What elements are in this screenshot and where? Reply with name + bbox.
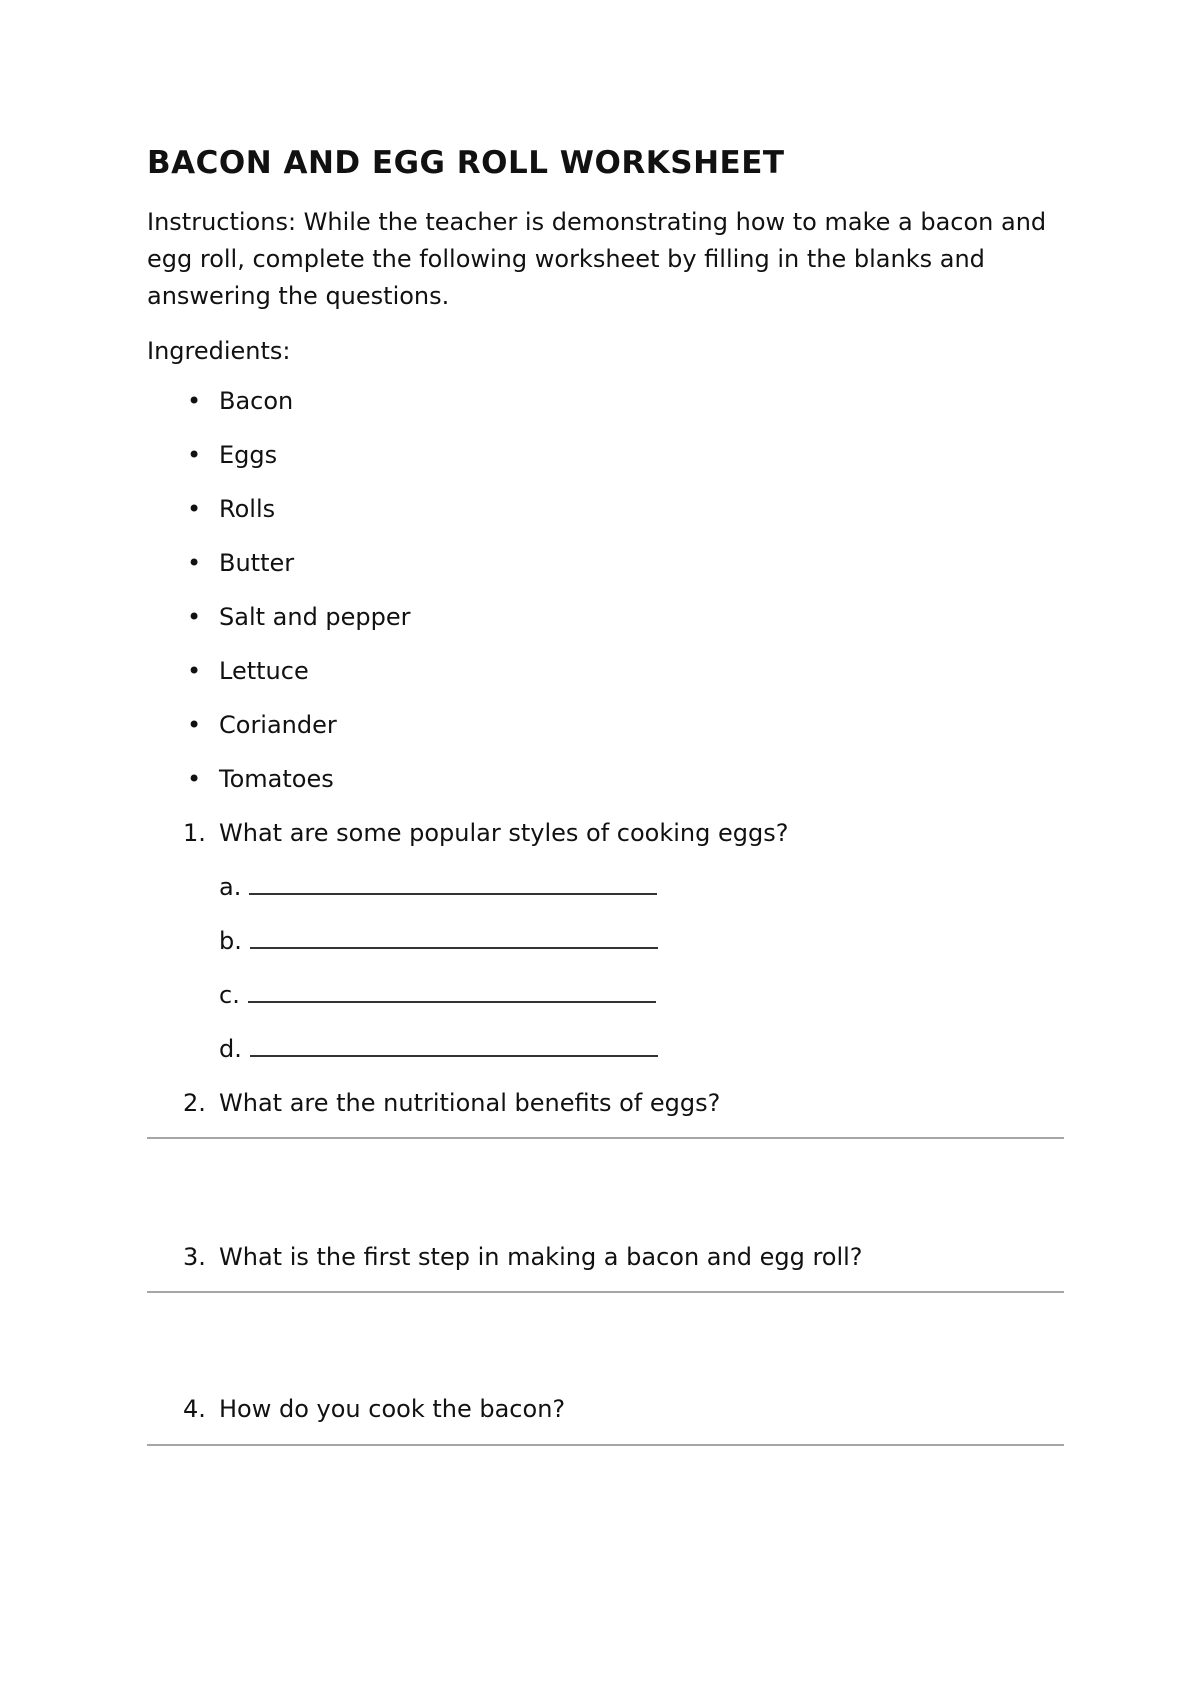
answer-line-c[interactable] <box>219 980 656 1010</box>
sub-item-letter: c. <box>219 981 240 1009</box>
ingredient-label: Bacon <box>219 387 294 415</box>
question-number: 4. <box>183 1395 206 1423</box>
answer-line-d[interactable] <box>219 1034 658 1064</box>
bullet-icon: • <box>187 495 202 523</box>
sub-item-letter: a. <box>219 873 242 901</box>
answer-blank[interactable] <box>248 981 656 1003</box>
question-number: 2. <box>183 1089 206 1117</box>
ingredient-label: Lettuce <box>219 657 309 685</box>
ingredient-label: Coriander <box>219 711 337 739</box>
answer-rule[interactable] <box>147 1137 1064 1139</box>
bullet-icon: • <box>187 441 202 469</box>
ingredient-label: Rolls <box>219 495 276 523</box>
question-text: What is the first step in making a bacon and egg roll? <box>219 1243 863 1271</box>
bullet-icon: • <box>187 549 202 577</box>
answer-rule[interactable] <box>147 1291 1064 1293</box>
ingredient-label: Butter <box>219 549 295 577</box>
bullet-icon: • <box>187 387 202 415</box>
answer-line-b[interactable] <box>219 926 658 956</box>
bullet-icon: • <box>187 603 202 631</box>
sub-item-letter: b. <box>219 927 242 955</box>
bullet-icon: • <box>187 657 202 685</box>
instructions-paragraph: Instructions: While the teacher is demonstrating how to make a bacon and egg roll, complete the following worksheet by filling in the blanks and answering the questions. <box>147 208 1047 310</box>
question-text: What are the nutritional benefits of eggs? <box>219 1089 721 1117</box>
question-number: 1. <box>183 819 206 847</box>
ingredient-label: Salt and pepper <box>219 603 411 631</box>
ingredient-label: Tomatoes <box>219 765 334 793</box>
answer-blank[interactable] <box>249 873 657 895</box>
bullet-icon: • <box>187 711 202 739</box>
answer-blank[interactable] <box>250 927 658 949</box>
answer-rule[interactable] <box>147 1444 1064 1446</box>
sub-item-letter: d. <box>219 1035 242 1063</box>
question-number: 3. <box>183 1243 206 1271</box>
ingredients-heading: Ingredients: <box>147 337 291 365</box>
answer-blank[interactable] <box>250 1035 658 1057</box>
page-title: BACON AND EGG ROLL WORKSHEET <box>147 145 785 181</box>
bullet-icon: • <box>187 765 202 793</box>
answer-line-a[interactable] <box>219 872 657 902</box>
ingredient-label: Eggs <box>219 441 278 469</box>
question-text: What are some popular styles of cooking eggs? <box>219 819 789 847</box>
question-text: How do you cook the bacon? <box>219 1395 566 1423</box>
